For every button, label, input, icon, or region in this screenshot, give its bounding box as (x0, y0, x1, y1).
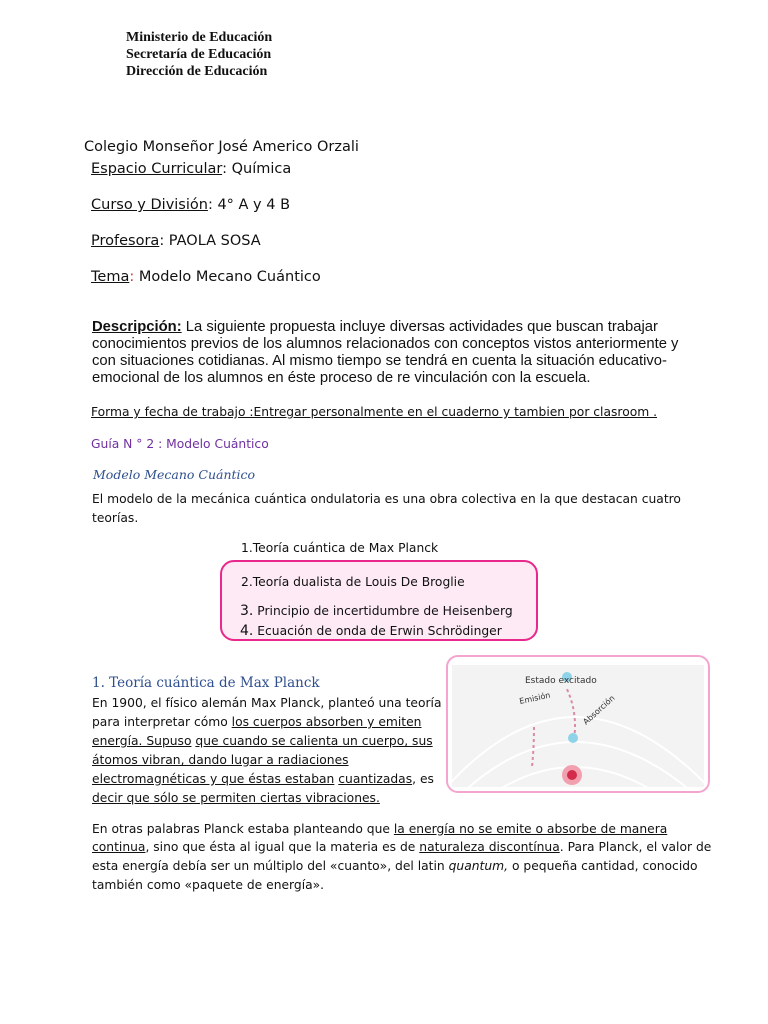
planck2-line-4: también como «paquete de energía». (92, 878, 325, 892)
planck-line-1: En 1900, el físico alemán Max Planck, planteó una teoría (92, 696, 442, 710)
planck2-line-3-end: o pequeña cantidad, conocido (508, 859, 698, 873)
work-form-line: Forma y fecha de trabajo :Entregar personalmente en el cuaderno y tambien por clasroom . (91, 405, 658, 419)
planck-heading: 1. Teoría cuántica de Max Planck (92, 675, 320, 691)
theory-4 (240, 623, 502, 639)
school-name: Colegio Monseñor José Americo Orzali (84, 139, 359, 155)
planck-line-3-u1: energía. Supuso (92, 734, 192, 748)
curso-label: Curso y División (91, 197, 208, 213)
theory-1: 1.Teoría cuántica de Max Planck (241, 541, 439, 555)
theory-4-text: Ecuación de onda de Erwin Schrödinger (257, 624, 502, 638)
ministry-line: Ministerio de Educación (126, 30, 273, 45)
planck-line-5-u: electromagnéticas y que éstas estaban (92, 772, 335, 786)
energy-levels-svg (448, 657, 708, 791)
espacio-curricular (91, 161, 291, 177)
ground-electron-icon (568, 733, 578, 743)
planck-line-5 (92, 770, 434, 789)
profesora-label: Profesora (91, 233, 160, 249)
profesora-value: : PAOLA SOSA (159, 233, 261, 249)
diagram-label-emision: Emisión (518, 690, 552, 706)
theory-4-number: 4. (240, 623, 254, 639)
planck2-line-2-mid: , sino que ésta al igual que la materia es de (145, 840, 420, 854)
tema-label: Tema (91, 269, 130, 285)
planck2-line-2-u2: naturaleza discontínua (419, 840, 560, 854)
profesora (91, 233, 261, 249)
planck-line-2-pre: para interpretar cómo (92, 715, 232, 729)
energy-levels-diagram (446, 655, 710, 793)
planck-line-2-underlined: los cuerpos absorben y emiten (231, 715, 422, 729)
planck-line-5-end: , es (412, 772, 434, 786)
theory-3 (240, 603, 513, 619)
direction-line: Dirección de Educación (126, 64, 268, 79)
tema (91, 269, 321, 285)
curso-value: : 4° A y 4 B (207, 197, 291, 213)
planck2-line-2 (92, 838, 711, 857)
planck-line-2 (92, 713, 421, 732)
secretariat-line: Secretaría de Educación (126, 47, 272, 62)
planck2-line-3 (92, 857, 698, 876)
diagram-label-absorcion: Absorción (581, 693, 617, 727)
planck2-line-2-u: continua (92, 840, 146, 854)
diagram-label-estado: Estado excitado (525, 676, 597, 686)
theory-3-number: 3. (240, 603, 254, 619)
nucleus-icon (567, 770, 577, 780)
planck2-line-1 (92, 820, 667, 839)
planck2-line-1-u: la energía no se emite o absorbe de manera (393, 822, 668, 836)
description-label: Descripción: (92, 319, 182, 335)
espacio-value: : Química (222, 161, 292, 177)
description-paragraph (92, 319, 692, 387)
planck-line-6: decir que sólo se permiten ciertas vibraciones. (92, 791, 380, 805)
tema-colon: : (129, 269, 135, 285)
intro-line-2: teorías. (92, 511, 139, 525)
planck-line-5-u2: cuantizadas (338, 772, 413, 786)
planck-line-3-u2: que cuando se calienta un cuerpo, sus (195, 734, 433, 748)
planck2-line-1-pre: En otras palabras Planck estaba planteando que (92, 822, 394, 836)
tema-value: Modelo Mecano Cuántico (134, 269, 321, 285)
planck2-line-3-pre: esta energía debía ser un múltiplo del «cuanto», del latin (92, 859, 449, 873)
theory-3-text: Principio de incertidumbre de Heisenberg (257, 604, 513, 618)
curso-division (91, 197, 290, 213)
espacio-label: Espacio Curricular (91, 161, 223, 177)
theory-2: 2.Teoría dualista de Louis De Broglie (241, 575, 465, 589)
description-text: La siguiente propuesta incluye diversas actividades que buscan trabajar conocimientos previos de los alumnos relacionados con conceptos vistos anteriormente y con situaciones cotidianas. Al mismo tiempo se tendrá en cuenta la situación educativo-emocional de los alumnos en éste proceso de re vinculación con la escuela. (92, 319, 679, 386)
intro-line-1: El modelo de la mecánica cuántica ondulatoria es una obra colectiva en la que destacan cuatro (92, 492, 681, 506)
guide-title: Guía N ° 2 : Modelo Cuántico (91, 437, 269, 451)
planck2-line-2-end: . Para Planck, el valor de (559, 840, 712, 854)
planck2-line-3-italic: quantum, (448, 859, 509, 873)
planck-line-3 (92, 732, 433, 751)
planck-line-4: átomos vibran, dando lugar a radiaciones (92, 753, 349, 767)
section-title: Modelo Mecano Cuántico (93, 467, 256, 482)
